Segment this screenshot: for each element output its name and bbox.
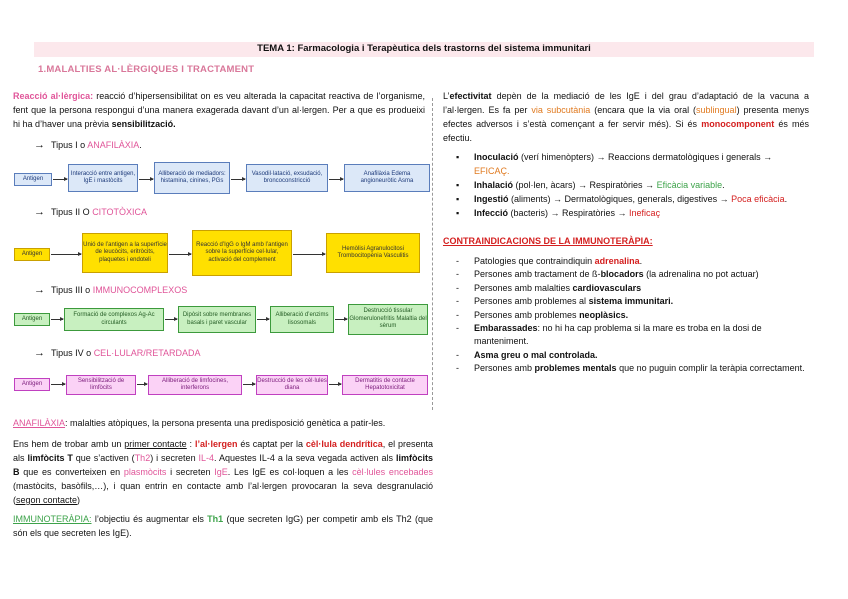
anafilaxia-paragraph: ANAFILÀXIA: malalties atòpiques, la persona presenta una predisposició genètica a patir-les.: [13, 418, 386, 428]
text-run: L’: [443, 91, 450, 101]
text-run: Asma greu o mal controlada.: [474, 349, 598, 360]
text-run: cardiovasculars: [572, 282, 642, 293]
flow3-box: Dipòsit sobre membranes basals i paret vascular: [178, 306, 256, 333]
text-run: que no puguin complir la teràpia correctament.: [616, 363, 805, 374]
text-run: IL-4: [198, 453, 215, 463]
text-run: Ingestió: [474, 194, 509, 204]
intro-bold: sensibilització.: [111, 119, 176, 129]
text-run: depèn de la mediació de les IgE i del grau d’adaptació de la vacuna a l’al·lergen. Es fa per: [443, 91, 809, 115]
text-run: Ineficaç: [629, 208, 661, 218]
text-run: blocadors: [600, 269, 644, 280]
text-run: .: [722, 180, 725, 190]
contraindication-item: [452, 322, 810, 349]
text-run: IgE: [214, 467, 228, 477]
text-run: monocomponent: [701, 119, 775, 129]
tipus-heading-2: → Tipus II O CITOTÒXICA: [34, 206, 148, 218]
text-run: ) i secreten: [150, 453, 199, 463]
text-run: (encara que la via oral (: [590, 105, 697, 115]
contraindication-item: [452, 309, 810, 322]
contraindication-item: [452, 295, 810, 308]
flow2-box: Hemòlisi Agranulocitosi Trombocitopènia Vasculitis: [326, 233, 420, 273]
text-run: Inhalació: [474, 180, 514, 190]
text-run: problemes mentals: [534, 363, 617, 374]
flow2-box: Antigen: [14, 248, 50, 261]
contraindications-list: [452, 255, 810, 376]
flow2-box: Reacció d’IgG o IgM amb l’antigen sobre la superfície cel·lular, activació del complement: [192, 230, 292, 276]
text-run: : no hi ha cap problema si la mare es troba en la dosi de manteniment.: [474, 323, 762, 347]
flow3-box: Destrucció tissular Glomerulonefritis Malaltia del sèrum: [348, 304, 428, 335]
text-run: (pol·len, àcars) → Respiratòries →: [513, 180, 657, 190]
text-run: que s’activen (: [72, 453, 135, 463]
text-run: efectivitat: [449, 91, 492, 101]
text-run: limfòcits B: [13, 453, 433, 477]
flow2-box: Unió de l’antigen a la superfície de leucòcits, eritròcits, plaquetes i endoteli: [82, 233, 168, 273]
text-run: que es converteixen en: [19, 467, 124, 477]
route-item: [452, 150, 810, 178]
text-run: ) presenta menys efectes adversos i s’està començant a fer servir més). Si és: [443, 105, 809, 129]
intro-text: reacció d’hipersensibilitat on es veu alterada la capacitat reactiva de l’organisme, fent que la persona respongui d’una manera exagerada davant d’un al·lergen. Per a que es produeixi hi ha d’haver una prèvia: [13, 91, 425, 129]
flow4-box: Antigen: [14, 378, 50, 391]
flow3-box: Alliberació d’enzims lisosomals: [270, 306, 334, 333]
text-run: Inoculació: [474, 152, 519, 162]
flow4-box: Alliberació de limfocines, interferons: [148, 375, 242, 395]
flow1-box: Alliberació de mediadors: histamina, cinines, PGs: [154, 162, 230, 194]
text-run: Persones amb tractament de ß-: [474, 269, 601, 280]
text-run: . Aquestes IL-4 a la seva vegada activen als: [214, 453, 396, 463]
text-run: segon contacte: [16, 495, 78, 505]
tipus-heading-3: → Tipus III o IMMUNOCOMPLEXOS: [34, 284, 188, 296]
section-heading: 1.MALALTIES AL·LÈRGIQUES I TRACTAMENT: [38, 64, 255, 75]
text-run: Persones amb: [474, 363, 535, 374]
text-run: Poca eficàcia: [731, 194, 785, 204]
route-list: [452, 150, 810, 220]
flow4-box: Dermatitis de contacte Hepatotoxicitat: [342, 375, 428, 395]
contraindication-item: [452, 362, 810, 375]
text-run: .: [784, 194, 788, 204]
text-run: ): [77, 495, 81, 505]
flow3-box: Formació de complexos Ag-Ac circulants: [64, 308, 164, 331]
contact-paragraph: [13, 437, 433, 507]
text-run: .: [639, 256, 643, 266]
text-run: . Les IgE es col·loquen a les: [227, 467, 353, 477]
text-run: (verí himenòpters) → Reaccions dermatològiques i generals →: [518, 152, 773, 162]
text-run: sistema immunitari.: [588, 296, 674, 307]
text-run: és més efectiu.: [443, 119, 810, 143]
intro-paragraph: [13, 89, 425, 131]
flow1-box: Antigen: [14, 173, 52, 186]
text-run: Eficàcia variable: [656, 180, 723, 190]
text-run: plasmòcits: [123, 467, 167, 477]
text-run: (mastòcits, basòfils,…), i quan entrin en contacte amb l’al·lergen provocaran la seva desgranulació (: [13, 481, 433, 505]
immunoterapia-paragraph: IMMUNOTERÀPIA: l’objectiu és augmentar els Th1 (que secreten IgG) per competir amb els Th2 (que són els que secreten les IgE).: [13, 514, 433, 538]
column-divider: [432, 98, 433, 410]
text-run: , el presenta als: [13, 439, 434, 463]
contraindication-item: [452, 282, 810, 295]
intro-term: Reacció al·lèrgica:: [13, 91, 94, 101]
contraindication-item: [452, 255, 810, 268]
text-run: adrenalina: [594, 256, 640, 266]
text-run: (aliments) → Dermatològiques, generals, digestives →: [508, 194, 732, 204]
text-run: via subcutània: [531, 105, 591, 115]
text-run: Persones amb problemes: [474, 309, 580, 320]
text-run: Persones amb problemes al: [474, 296, 589, 307]
route-item: [452, 206, 810, 220]
flow4-box: Destrucció de les cèl·lules diana: [256, 375, 328, 395]
text-run: Persones amb malalties: [474, 282, 573, 293]
text-run: l’al·lergen: [194, 439, 238, 449]
flow1-box: Anafilàxia Edema angioneuròtic Asma: [344, 164, 430, 192]
tipus-heading-4: → Tipus IV o CEL·LULAR/RETARDADA: [34, 347, 201, 359]
flow1-box: Vasodil·latació, exsudació, broncoconstricció: [246, 164, 328, 192]
contraindication-item: [452, 349, 810, 362]
flow1-box: Interacció entre antigen, IgE i mastòcits: [68, 164, 138, 192]
text-run: EFICAÇ.: [474, 166, 510, 176]
text-run: neoplàsics.: [579, 309, 629, 320]
text-run: primer contacte: [124, 439, 187, 449]
route-item: [452, 192, 810, 206]
text-run: és captat per la: [237, 439, 306, 449]
contraindications-heading: CONTRAINDICACIONS DE LA IMMUNOTERÀPIA:: [443, 236, 653, 246]
text-run: Ens hem de trobar amb un: [13, 439, 125, 449]
text-run: cèl·lules encebades: [352, 467, 433, 477]
text-run: (la adrenalina no pot actuar): [643, 269, 759, 280]
text-run: Embarassades: [474, 323, 538, 334]
effectivity-paragraph: [443, 89, 809, 145]
text-run: i secreten: [166, 467, 215, 477]
contraindication-item: [452, 268, 810, 281]
flow4-box: Sensibilització de limfòcits: [66, 375, 136, 395]
tipus-heading-1: → Tipus I o ANAFILÀXIA.: [34, 139, 142, 151]
text-run: (bacteris) → Respiratòries →: [508, 208, 630, 218]
text-run: Infecció: [474, 208, 509, 218]
route-item: [452, 178, 810, 192]
page-title: TEMA 1: Farmacologia i Terapèutica dels trastorns del sistema immunitari: [257, 43, 591, 54]
text-run: sublingual: [696, 105, 737, 115]
text-run: :: [186, 439, 195, 449]
text-run: Patologies que contraindiquin: [474, 256, 595, 266]
flow3-box: Antigen: [14, 313, 50, 326]
text-run: cèl·lula dendrítica: [305, 439, 383, 449]
text-run: Th2: [134, 453, 151, 463]
text-run: limfòcits T: [27, 453, 73, 463]
